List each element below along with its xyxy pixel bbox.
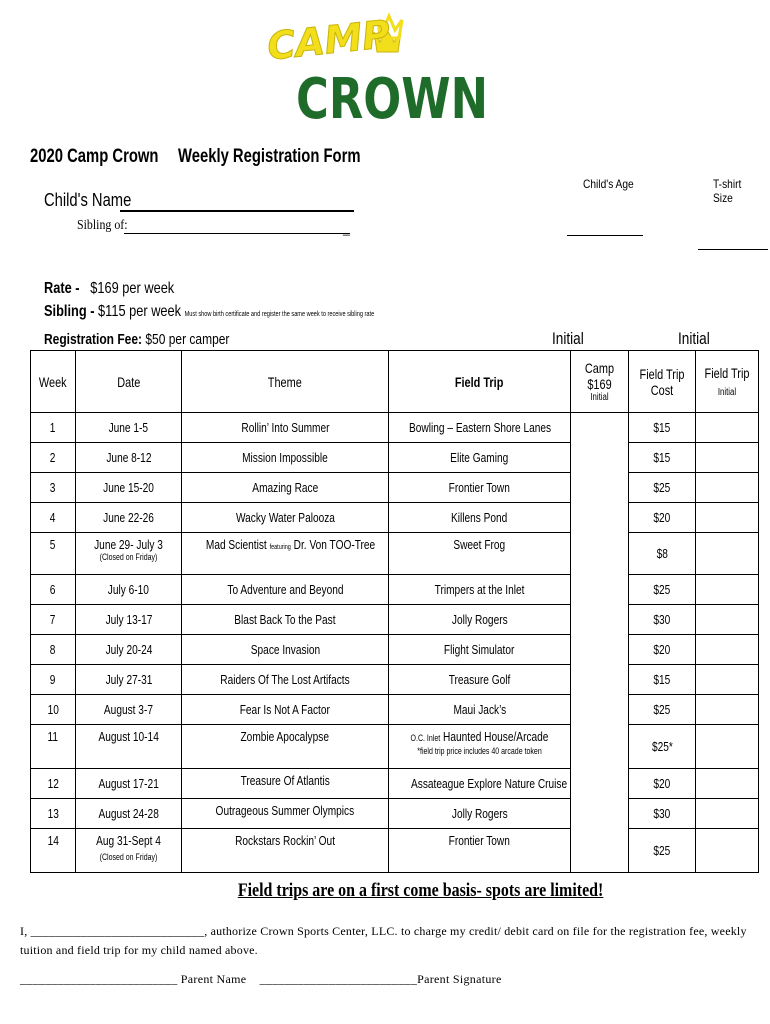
trip-initial-header: Field Trip Initial xyxy=(696,351,759,413)
camp-crown-logo xyxy=(262,8,492,132)
trip-initial-cell[interactable] xyxy=(696,769,759,799)
field-trip-notice: Field trips are on a first come basis- spots are limited! xyxy=(237,880,604,901)
trip-cell: Assateague Explore Nature Cruise xyxy=(389,769,571,799)
logo-crown-text: CROWN xyxy=(296,67,488,132)
table-row xyxy=(31,503,759,533)
cost-cell: $20 xyxy=(629,503,696,533)
trip-prefix: O.C. Inlet xyxy=(410,733,441,743)
trip-initial-cell[interactable] xyxy=(696,799,759,829)
trip-cell: Maui Jack’s xyxy=(389,695,571,725)
camp-initial-cell[interactable] xyxy=(571,725,629,769)
theme-cell: Amazing Race xyxy=(182,473,389,503)
table-row xyxy=(31,473,759,503)
table-row xyxy=(31,829,759,873)
theme-cell: Outrageous Summer Olympics xyxy=(182,799,389,829)
sibling-field-mark: _ xyxy=(343,222,350,236)
camp-initial-cell[interactable] xyxy=(571,665,629,695)
theme-cell: Space Invasion xyxy=(182,635,389,665)
childs-name-field[interactable] xyxy=(120,210,354,212)
camp-initial-cell[interactable] xyxy=(571,503,629,533)
trip-cell: Killens Pond xyxy=(389,503,571,533)
table-row xyxy=(31,575,759,605)
week-cell: 6 xyxy=(31,575,76,605)
cost-cell: $15 xyxy=(629,413,696,443)
week-cell: 3 xyxy=(31,473,76,503)
parent-name-field[interactable]: _________________________ Parent Name xyxy=(20,972,247,986)
camp-initial-cell[interactable] xyxy=(571,829,629,873)
table-row xyxy=(31,665,759,695)
date-cell: June 22-26 xyxy=(76,503,182,533)
trip-initial-cell[interactable] xyxy=(696,473,759,503)
date-cell: Aug 31-Sept 4 (Closed on Friday) xyxy=(76,829,182,873)
cost-cell: $30 xyxy=(629,605,696,635)
week-header: Week xyxy=(31,351,76,413)
trip-initial-cell[interactable] xyxy=(696,605,759,635)
sibling-rate-value: $115 per week xyxy=(98,303,182,320)
camp-initial-cell[interactable] xyxy=(571,605,629,635)
cost-cell: $20 xyxy=(629,769,696,799)
cost-cell: $25 xyxy=(629,695,696,725)
date-cell: August 3-7 xyxy=(76,695,182,725)
table-row xyxy=(31,695,759,725)
camp-initial-cell[interactable] xyxy=(571,769,629,799)
table-row xyxy=(31,605,759,635)
camp-initial-cell[interactable] xyxy=(571,575,629,605)
trip-cell: Trimpers at the Inlet xyxy=(389,575,571,605)
cost-cell: $25 xyxy=(629,575,696,605)
table-row xyxy=(31,725,759,769)
week-cell: 14 xyxy=(31,829,76,873)
table-row xyxy=(31,443,759,473)
trip-initial-cell[interactable] xyxy=(696,503,759,533)
sibling-rate-line xyxy=(44,303,374,321)
camp-initial-heading: Initial xyxy=(552,329,584,348)
cost-cell: $30 xyxy=(629,799,696,829)
childs-age-label: Child's Age xyxy=(583,177,634,191)
sibling-of-field[interactable] xyxy=(124,233,350,234)
table-row xyxy=(31,635,759,665)
trip-initial-cell[interactable] xyxy=(696,725,759,769)
trip-initial-cell[interactable] xyxy=(696,575,759,605)
week-cell: 12 xyxy=(31,769,76,799)
rate-line xyxy=(44,280,174,298)
tshirt-size-field[interactable] xyxy=(698,249,768,250)
date-header: Date xyxy=(76,351,182,413)
trip-cell: O.C. Inlet Haunted House/Arcade *field trip price includes 40 arcade token xyxy=(389,725,571,769)
week-cell: 11 xyxy=(31,725,76,769)
theme-note: featuring xyxy=(269,544,291,551)
theme-cell: Mission Impossible xyxy=(182,443,389,473)
sibling-rate-label: Sibling - xyxy=(44,303,95,320)
trip-initial-cell[interactable] xyxy=(696,695,759,725)
theme-header: Theme xyxy=(182,351,389,413)
trip-initial-cell[interactable] xyxy=(696,829,759,873)
date-cell: August 17-21 xyxy=(76,769,182,799)
registration-fee-line xyxy=(44,331,229,348)
week-cell: 7 xyxy=(31,605,76,635)
sibling-of-label: Sibling of: xyxy=(77,218,128,233)
cost-cell: $8 xyxy=(629,533,696,575)
cost-cell: $25* xyxy=(629,725,696,769)
trip-initial-cell[interactable] xyxy=(696,665,759,695)
camp-initial-cell[interactable] xyxy=(571,695,629,725)
theme-cell: Fear Is Not A Factor xyxy=(182,695,389,725)
theme-cell: Zombie Apocalypse xyxy=(182,725,389,769)
trip-initial-heading: Initial xyxy=(678,329,710,348)
week-cell: 10 xyxy=(31,695,76,725)
trip-cell: Flight Simulator xyxy=(389,635,571,665)
parent-signature-field[interactable]: _________________________Parent Signature xyxy=(259,972,502,986)
trip-cell: Frontier Town xyxy=(389,473,571,503)
form-title: Weekly Registration Form xyxy=(178,146,361,167)
field-trip-header: Field Trip xyxy=(389,351,571,413)
trip-cell: Bowling – Eastern Shore Lanes xyxy=(389,413,571,443)
week-cell: 8 xyxy=(31,635,76,665)
table-row xyxy=(31,799,759,829)
cost-cell: $25 xyxy=(629,829,696,873)
cost-cell: $20 xyxy=(629,635,696,665)
cost-cell: $25 xyxy=(629,473,696,503)
table-row xyxy=(31,769,759,799)
tshirt-size-label: T-shirt Size xyxy=(713,177,742,205)
week-cell: 1 xyxy=(31,413,76,443)
trip-cell: Jolly Rogers xyxy=(389,605,571,635)
trip-initial-cell[interactable] xyxy=(696,533,759,575)
date-cell: August 10-14 xyxy=(76,725,182,769)
camp-initial-cell[interactable] xyxy=(571,635,629,665)
trip-cell: Treasure Golf xyxy=(389,665,571,695)
date-cell: June 8-12 xyxy=(76,443,182,473)
childs-age-field[interactable] xyxy=(567,235,643,236)
week-cell: 4 xyxy=(31,503,76,533)
camp-initial-cell[interactable] xyxy=(571,473,629,503)
camp-initial-cell[interactable] xyxy=(571,443,629,473)
trip-cost-header: Field Trip Cost xyxy=(629,351,696,413)
theme-cell: Blast Back To the Past xyxy=(182,605,389,635)
date-note: (Closed on Friday) xyxy=(99,552,158,562)
trip-initial-cell[interactable] xyxy=(696,413,759,443)
table-row xyxy=(31,413,759,443)
date-cell: June 15-20 xyxy=(76,473,182,503)
trip-note: *field trip price includes 40 arcade token xyxy=(417,746,542,756)
trip-initial-cell[interactable] xyxy=(696,443,759,473)
registration-table xyxy=(30,350,759,873)
signature-line xyxy=(20,972,502,987)
trip-cell: Sweet Frog xyxy=(389,533,571,575)
table-header-row xyxy=(31,351,759,413)
theme-cell: Raiders Of The Lost Artifacts xyxy=(182,665,389,695)
registration-fee-label: Registration Fee: xyxy=(44,331,143,348)
date-note: (Closed on Friday) xyxy=(99,852,158,862)
theme-cell: To Adventure and Beyond xyxy=(182,575,389,605)
date-cell: July 13-17 xyxy=(76,605,182,635)
date-cell: July 20-24 xyxy=(76,635,182,665)
trip-cell: Jolly Rogers xyxy=(389,799,571,829)
date-cell: July 27-31 xyxy=(76,665,182,695)
sibling-rate-note: Must show birth certificate and register the same week to receive sibling rate xyxy=(184,311,375,318)
form-title-year: 2020 Camp Crown xyxy=(30,146,159,167)
trip-cell: Frontier Town xyxy=(389,829,571,873)
date-cell: June 29- July 3 (Closed on Friday) xyxy=(76,533,182,575)
cost-cell: $15 xyxy=(629,665,696,695)
theme-cell: Rollin’ Into Summer xyxy=(182,413,389,443)
camp-initial-cell[interactable] xyxy=(571,799,629,829)
week-cell: 9 xyxy=(31,665,76,695)
theme-cell: Mad Scientist featuring Dr. Von TOO-Tree xyxy=(182,533,389,575)
registration-fee-value: $50 per camper xyxy=(145,331,230,348)
cost-cell: $15 xyxy=(629,443,696,473)
childs-name-label: Child's Name xyxy=(44,190,132,210)
rate-label: Rate - xyxy=(44,280,80,297)
authorization-text: I, ____________________________, authorize Crown Sports Center, LLC. to charge my credit/ debit card on file for the registration fee, weekly tuition and field trip for my child named above. xyxy=(20,924,747,957)
camp-initial-cell[interactable] xyxy=(571,533,629,575)
theme-cell: Wacky Water Palooza xyxy=(182,503,389,533)
week-cell: 13 xyxy=(31,799,76,829)
week-cell: 2 xyxy=(31,443,76,473)
camp-initial-header: Camp $169 Initial xyxy=(571,351,629,413)
table-row xyxy=(31,533,759,575)
date-cell: August 24-28 xyxy=(76,799,182,829)
theme-cell: Rockstars Rockin’ Out xyxy=(182,829,389,873)
trip-cell: Elite Gaming xyxy=(389,443,571,473)
trip-initial-cell[interactable] xyxy=(696,635,759,665)
date-cell: June 1-5 xyxy=(76,413,182,443)
week-cell: 5 xyxy=(31,533,76,575)
camp-initial-cell[interactable] xyxy=(571,413,629,443)
rate-value: $169 per week xyxy=(90,280,175,297)
date-cell: July 6-10 xyxy=(76,575,182,605)
logo-camp-text: CAMP xyxy=(265,11,393,69)
theme-cell: Treasure Of Atlantis xyxy=(182,769,389,799)
